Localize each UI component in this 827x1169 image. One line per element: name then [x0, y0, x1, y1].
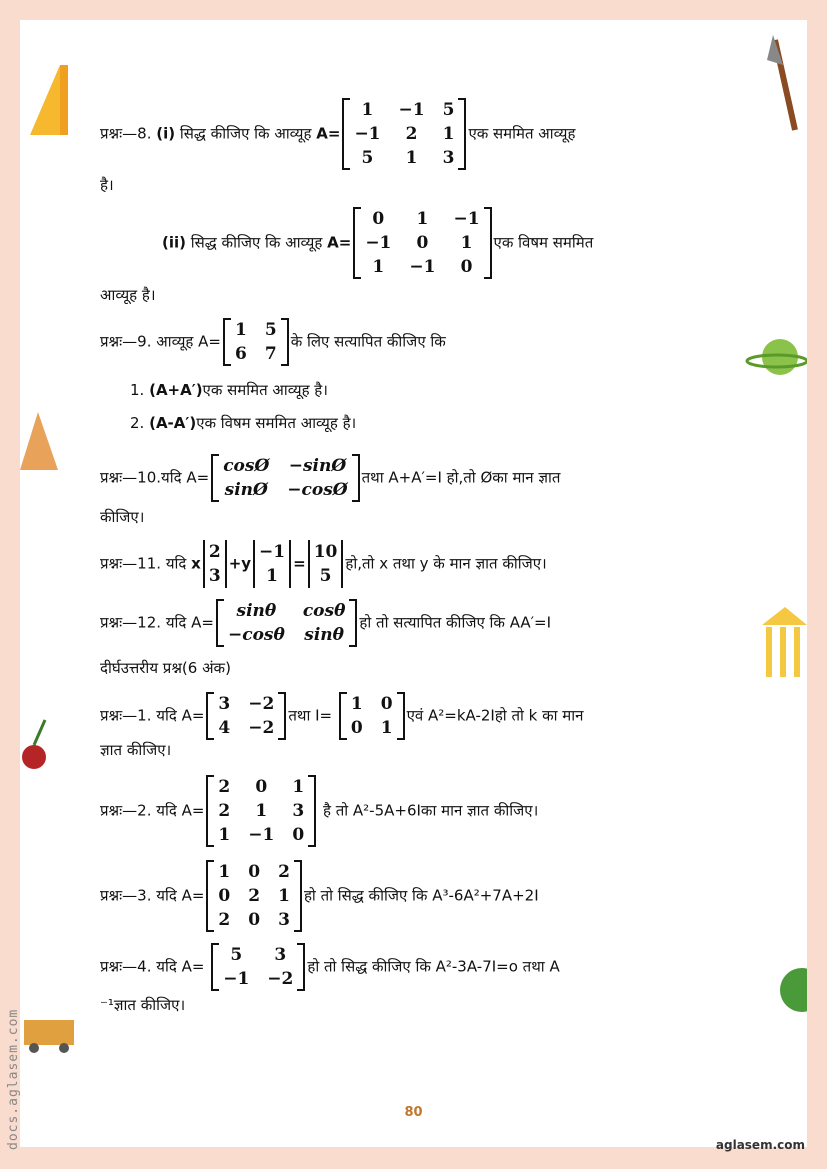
matrix-cell: 7	[264, 344, 277, 364]
matrix-cell: 1	[235, 320, 247, 340]
variable-y: +y	[228, 554, 252, 573]
question-9-item-1	[130, 381, 328, 399]
matrix-cell: 0	[248, 910, 261, 930]
question-text: तथा A+A′=I हो,तो Øका मान ज्ञात	[361, 468, 561, 487]
matrix-cell: 5	[264, 320, 277, 340]
matrix-cell: 0	[372, 209, 385, 229]
question-12	[100, 599, 551, 647]
matrix-cell: −1	[223, 969, 250, 989]
long-question-1-cont: ज्ञात कीजिए।	[100, 741, 172, 759]
matrix-cell: 0	[218, 886, 231, 906]
long-question-4	[100, 943, 560, 991]
matrix-cell: 3	[274, 945, 287, 965]
matrix-q10	[211, 454, 359, 502]
right-bracket	[484, 207, 492, 279]
question-8-ii	[162, 207, 593, 279]
right-bracket	[294, 860, 302, 932]
question-text: हो तो सत्यापित कीजिए कि AA′=I	[359, 613, 552, 632]
question-text: यदि A=	[156, 886, 205, 905]
matrix-grid	[231, 318, 281, 366]
matrix-cell: 1	[350, 694, 363, 714]
matrix-cell: −1	[248, 825, 275, 845]
matrix-cell: 1	[405, 148, 418, 168]
matrix-cell: −1	[354, 124, 381, 144]
question-text: है तो A²-5A+6Iका मान ज्ञात कीजिए।	[322, 801, 539, 820]
vector-cell: 1	[266, 566, 278, 586]
matrix-cell: 5	[442, 100, 455, 120]
matrix-cell: 5	[230, 945, 243, 965]
part-label: (ii)	[162, 233, 186, 252]
matrix-cell: 3	[292, 801, 305, 821]
cherries-icon	[20, 715, 60, 775]
matrix-cell: 2	[218, 777, 231, 797]
matrix-cell: 0	[416, 233, 429, 253]
matrix-cell: 0	[350, 718, 363, 738]
matrix-cell: 1	[416, 209, 429, 229]
matrix-cell: 3	[442, 148, 455, 168]
left-bracket	[211, 943, 219, 991]
question-text: हो तो सिद्ध कीजिए कि A³-6A²+7A+2I	[303, 886, 539, 905]
question-9	[100, 318, 446, 366]
left-bracket	[206, 692, 214, 740]
item-expression: (A+A′)	[149, 381, 203, 399]
matrix-cell: 2	[218, 801, 231, 821]
matrix-cell: sinθ	[236, 601, 277, 621]
matrix-cell: 2	[248, 886, 261, 906]
vector-grid	[310, 540, 342, 588]
vector-cell: −1	[259, 542, 286, 562]
right-bracket	[458, 98, 466, 170]
item-expression: (A-A′)	[149, 414, 197, 432]
matrix-cell: cosØ	[223, 456, 270, 476]
matrix-cell: −2	[248, 694, 275, 714]
matrix-cell: 1	[255, 801, 268, 821]
matrix-l2	[206, 775, 316, 847]
matrix-cell: 3	[278, 910, 290, 930]
matrix-grid	[214, 860, 294, 932]
matrix-cell: −1	[365, 233, 392, 253]
question-text: एवं A²=kA-2Iहो तो k का मान	[406, 706, 584, 725]
matrix-cell: −2	[248, 718, 275, 738]
question-prefix: प्रश्नः—3.	[100, 886, 152, 905]
matrix-cell: 1	[380, 718, 393, 738]
right-bar	[341, 540, 343, 588]
matrix-cell: −cosØ	[287, 480, 348, 500]
matrix-cell: 0	[292, 825, 305, 845]
left-bracket	[342, 98, 350, 170]
vector-grid	[255, 540, 289, 588]
question-text: एक विषम सममित	[493, 233, 594, 252]
matrix-q12	[216, 599, 357, 647]
question-text: सिद्ध कीजिए कि आव्यूह	[179, 124, 312, 143]
matrix-q9	[223, 318, 289, 366]
question-prefix: प्रश्नः—2.	[100, 801, 152, 820]
question-prefix: प्रश्नः—10.	[100, 468, 162, 487]
variable-x: x	[191, 554, 201, 573]
matrix-cell: −1	[398, 100, 425, 120]
matrix-cell: 3	[218, 694, 231, 714]
question-text: एक सममित आव्यूह	[468, 124, 576, 143]
question-prefix: प्रश्नः—11.	[100, 554, 162, 573]
question-text: यदि A=	[156, 801, 205, 820]
matrix-grid	[214, 692, 278, 740]
matrix-cell: 0	[460, 257, 473, 277]
ruler-triangle-icon	[20, 60, 68, 140]
question-8-ii-cont: आव्यूह है।	[100, 286, 156, 304]
matrix-cell: 0	[380, 694, 393, 714]
matrix-grid	[214, 775, 308, 847]
equals-sign: =	[293, 554, 306, 573]
left-bracket	[206, 775, 214, 847]
right-bracket	[278, 692, 286, 740]
question-prefix: प्रश्नः—1.	[100, 706, 152, 725]
matrix-cell: 1	[292, 777, 305, 797]
matrix-cell: −cosθ	[227, 625, 285, 645]
question-prefix: प्रश्नः—4.	[100, 957, 152, 976]
matrix-l3	[206, 860, 302, 932]
gramophone-icon	[20, 1000, 80, 1055]
matrix-cell: sinØ	[224, 480, 268, 500]
section-heading: दीर्घउत्तरीय प्रश्न(6 अंक)	[100, 659, 231, 677]
matrix-grid	[224, 599, 349, 647]
matrix-l1-identity	[339, 692, 405, 740]
matrix-cell: 1	[218, 825, 231, 845]
matrix-cell: −1	[409, 257, 436, 277]
matrix-cell: 2	[405, 124, 418, 144]
matrix-grid	[350, 98, 458, 170]
matrix-l4	[211, 943, 305, 991]
matrix-grid	[361, 207, 483, 279]
right-bar	[225, 540, 227, 588]
question-8-i	[100, 98, 575, 170]
matrix-l1-a	[206, 692, 286, 740]
item-text: एक सममित आव्यूह है।	[202, 381, 328, 399]
right-bracket	[397, 692, 405, 740]
long-question-1	[100, 692, 583, 740]
matrix-q8-i	[342, 98, 466, 170]
vector-cell: 3	[208, 566, 221, 586]
right-bracket	[281, 318, 289, 366]
vector-2	[253, 540, 291, 588]
watermark: docs.aglasem.com	[6, 1008, 21, 1150]
vector-cell: 2	[208, 542, 221, 562]
vector-grid	[205, 540, 225, 588]
site-name[interactable]: aglasem.com	[715, 1138, 805, 1152]
matrix-cell: 2	[278, 862, 290, 882]
matrix-cell: 1	[361, 100, 374, 120]
question-11	[100, 540, 547, 588]
pyramid-icon	[20, 410, 60, 472]
right-bracket	[349, 599, 357, 647]
left-bracket	[339, 692, 347, 740]
matrix-cell: −1	[453, 209, 480, 229]
right-bracket	[297, 943, 305, 991]
matrix-cell: 2	[218, 910, 231, 930]
question-text: के लिए सत्यापित कीजिए कि	[290, 332, 446, 351]
matrix-q8-ii	[353, 207, 491, 279]
right-bracket	[352, 454, 360, 502]
globe-icon	[777, 960, 807, 1020]
left-bracket	[353, 207, 361, 279]
question-text: हो तो सिद्ध कीजिए कि A²-3A-7I=o तथा A	[307, 957, 560, 976]
planet-icon	[745, 335, 807, 385]
matrix-label: A=	[327, 233, 352, 252]
question-prefix: प्रश्नः—9.	[100, 332, 152, 351]
question-10-cont: कीजिए।	[100, 508, 145, 526]
question-text: यदि A=	[156, 706, 205, 725]
matrix-cell: 0	[255, 777, 268, 797]
item-number: 2.	[130, 414, 145, 432]
question-9-item-2	[130, 414, 356, 432]
left-bracket	[206, 860, 214, 932]
left-bracket	[211, 454, 219, 502]
matrix-grid	[219, 943, 297, 991]
matrix-cell: 5	[361, 148, 374, 168]
question-text: यदि	[165, 554, 187, 573]
matrix-cell: −sinØ	[288, 456, 347, 476]
left-bracket	[216, 599, 224, 647]
matrix-cell: 1	[278, 886, 290, 906]
matrix-cell: cosθ	[302, 601, 346, 621]
matrix-cell: 1	[442, 124, 455, 144]
question-text: तथा I=	[288, 706, 333, 725]
right-bar	[289, 540, 291, 588]
spear-icon	[765, 35, 810, 135]
vector-1	[203, 540, 227, 588]
matrix-cell: −2	[267, 969, 294, 989]
question-text: यदि A=	[161, 468, 210, 487]
matrix-cell: 4	[218, 718, 231, 738]
question-text: हो,तो x तथा y के मान ज्ञात कीजिए।	[345, 554, 547, 573]
vector-cell: 5	[319, 566, 332, 586]
question-text: यदि A=	[165, 613, 214, 632]
item-text: एक विषम सममित आव्यूह है।	[196, 414, 357, 432]
long-question-2	[100, 775, 538, 847]
matrix-cell: 1	[218, 862, 231, 882]
matrix-cell: sinθ	[304, 625, 344, 645]
matrix-cell: 6	[235, 344, 247, 364]
question-prefix: प्रश्नः—8.	[100, 124, 152, 143]
matrix-cell: 1	[372, 257, 385, 277]
page-number: 80	[404, 1105, 423, 1120]
part-label: (i)	[156, 124, 176, 143]
matrix-label: A=	[316, 124, 341, 143]
question-text: यदि A=	[156, 957, 205, 976]
long-question-4-cont: ⁻¹ज्ञात कीजिए।	[100, 996, 186, 1014]
temple-icon	[760, 605, 807, 685]
vector-cell: 10	[313, 542, 338, 562]
long-question-3	[100, 860, 539, 932]
left-bracket	[223, 318, 231, 366]
question-10	[100, 454, 560, 502]
matrix-grid	[219, 454, 351, 502]
question-8-i-cont: है।	[100, 176, 114, 194]
vector-3	[308, 540, 344, 588]
matrix-grid	[347, 692, 397, 740]
question-text: सिद्ध कीजिए कि आव्यूह	[190, 233, 323, 252]
matrix-cell: 0	[248, 862, 261, 882]
matrix-cell: 1	[460, 233, 473, 253]
question-prefix: प्रश्नः—12.	[100, 613, 162, 632]
question-text: आव्यूह A=	[156, 332, 221, 351]
item-number: 1.	[130, 381, 145, 399]
right-bracket	[308, 775, 316, 847]
